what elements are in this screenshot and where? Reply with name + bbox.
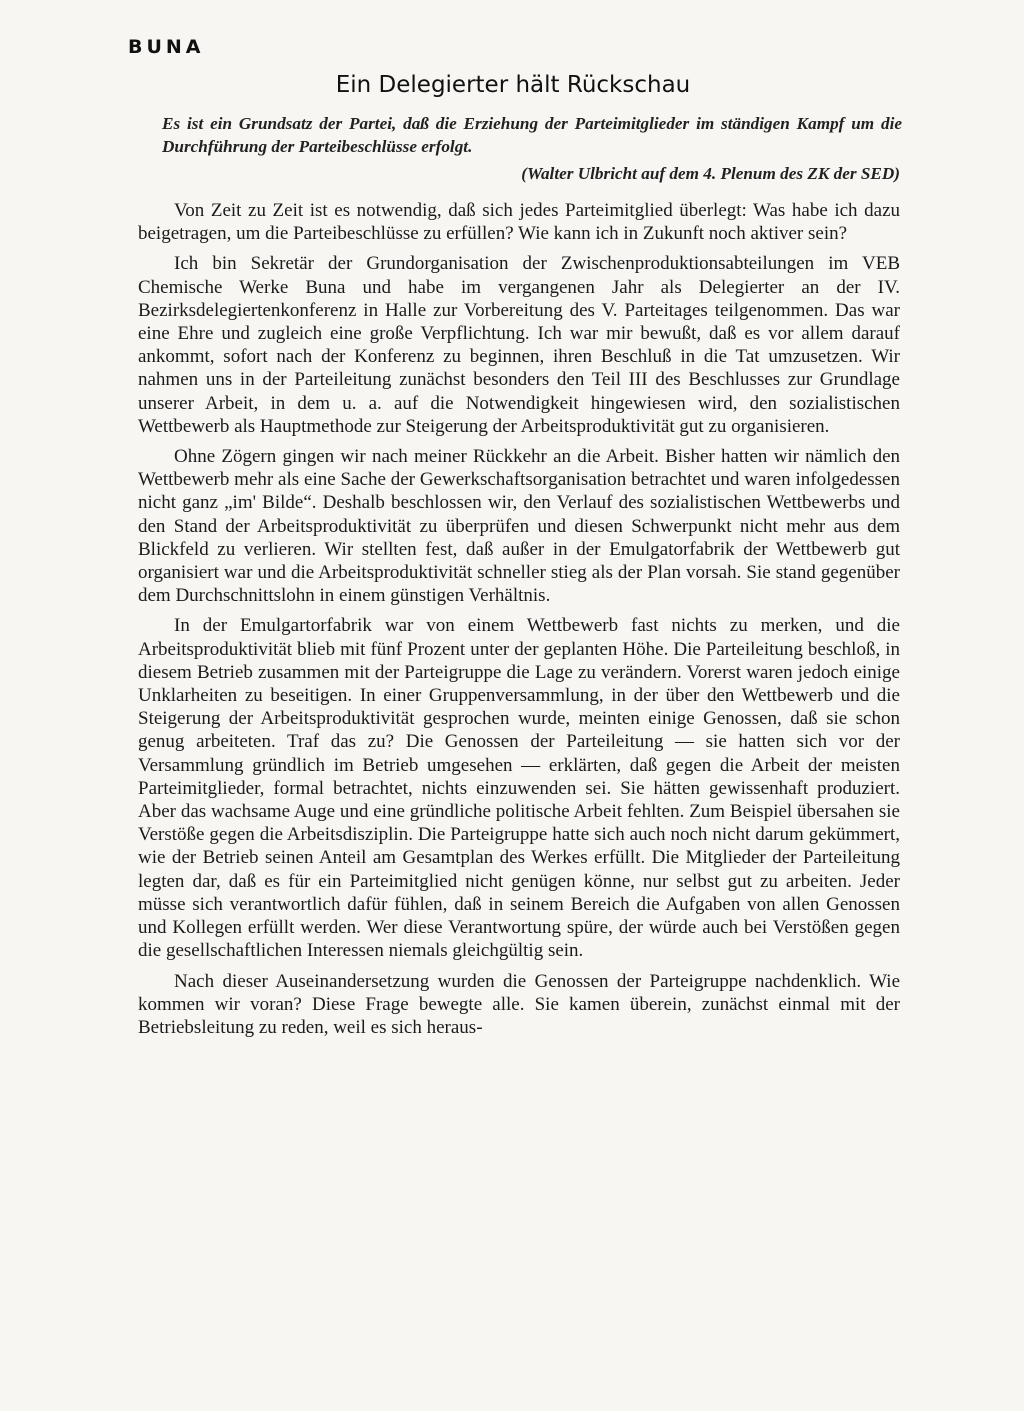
body-paragraph: Ich bin Sekretär der Grundorganisation der Zwischenproduktionsabteilungen im VEB Chemische Werke Buna und habe im vergangenen Jahr als Delegierter an der IV. Bezirksdelegiertenkonferenz in Halle zur Vorbereitung des V. Parteitages teilgenommen. Das war eine Ehre und zugleich eine große Verpflichtung. Ich war mir bewußt, daß es vor allem darauf ankommt, sofort nach der Konferenz zu beginnen, ihren Beschluß in die Tat umzusetzen. Wir nahmen uns in der Parteileitung zunächst besonders den Teil III des Beschlusses zur Grundlage unserer Arbeit, in dem u. a. auf die Notwendigkeit hingewiesen wird, den sozialistischen Wettbewerb als Hauptmethode zur Steigerung der Arbeitsproduktivität gut zu organisieren.	[138, 253, 900, 437]
body-paragraph: Von Zeit zu Zeit ist es notwendig, daß sich jedes Parteimitglied überlegt: Was habe ich dazu beigetragen, um die Parteibeschlüsse zu erfüllen? Wie kann ich in Zukunft noch aktiver sein?	[138, 200, 900, 245]
body-paragraph: Ohne Zögern gingen wir nach meiner Rückkehr an die Arbeit. Bisher hatten wir nämlich den Wettbewerb mehr als eine Sache der Gewerkschaftsorganisation betrachtet und waren infolgedessen nicht ganz „im' Bilde“. Deshalb beschlossen wir, den Verlauf des sozialistischen Wettbewerbs und den Stand der Arbeitsproduktivität zu überprüfen und diesen Schwerpunkt nicht mehr aus dem Blickfeld zu verlieren. Wir stellten fest, daß außer in der Emulgatorfabrik der Wettbewerb gut organisiert war und die Arbeitsproduktivität schneller stieg als der Plan vorsah. Sie stand gegenüber dem Durchschnittslohn in einem günstigen Verhältnis.	[138, 446, 900, 607]
section-label: BUNA	[128, 36, 205, 58]
epigraph-attribution: (Walter Ulbricht auf dem 4. Plenum des ZK der SED)	[521, 164, 900, 183]
article-body	[138, 199, 900, 1046]
body-paragraph: Nach dieser Auseinandersetzung wurden die Genossen der Parteigruppe nachdenklich. Wie kommen wir voran? Diese Frage bewegte alle. Sie kamen überein, zunächst einmal mit der Betriebsleitung zu reden, weil es sich heraus-	[138, 970, 900, 1038]
body-paragraph: In der Emulgartorfabrik war von einem Wettbewerb fast nichts zu merken, und die Arbeitsproduktivität blieb mit fünf Prozent unter der geplanten Höhe. Die Parteileitung beschloß, in diesem Betrieb zusammen mit der Parteigruppe die Lage zu verändern. Vorerst waren jedoch einige Unklarheiten zu beseitigen. In einer Gruppenversammlung, in der über den Wettbewerb und die Steigerung der Arbeitsproduktivität gesprochen wurde, meinten einige Genossen, daß sie schon genug arbeiteten. Traf das zu? Die Genossen der Parteileitung — sie hatten sich vor der Versammlung gründlich im Betrieb umgesehen — erklärten, daß gegen die Arbeit der meisten Parteimitglieder, formal betrachtet, nichts einzuwenden sei. Sie hätten gewissenhaft produziert. Aber das wachsame Auge und eine gründliche politische Arbeit fehlten. Zum Beispiel übersahen sie Verstöße gegen die Arbeitsdisziplin. Die Parteigruppe hatte sich auch noch nicht darum gekümmert, wie der Betrieb seinen Anteil am Gesamtplan des Werkes erfüllt. Die Mitglieder der Parteileitung legten dar, daß es für ein Parteimitglied nicht genügen könne, nur selbst gut zu arbeiten. Jeder müsse sich verantwortlich dafür fühlen, daß in seinem Bereich die Aufgaben von allen Genossen und Kollegen erfüllt werden. Wer diese Verantwortung spüre, der würde auch bei Verstößen gegen die gesellschaftlichen Interessen niemals gleichgültig sein.	[138, 615, 900, 962]
epigraph-quote: Es ist ein Grundsatz der Partei, daß die Erziehung der Parteimitglieder im ständigen Kampf um die Durchführung der Parteibeschlüsse erfolgt.	[162, 114, 902, 156]
article-title: Ein Delegierter hält Rückschau	[335, 72, 691, 98]
